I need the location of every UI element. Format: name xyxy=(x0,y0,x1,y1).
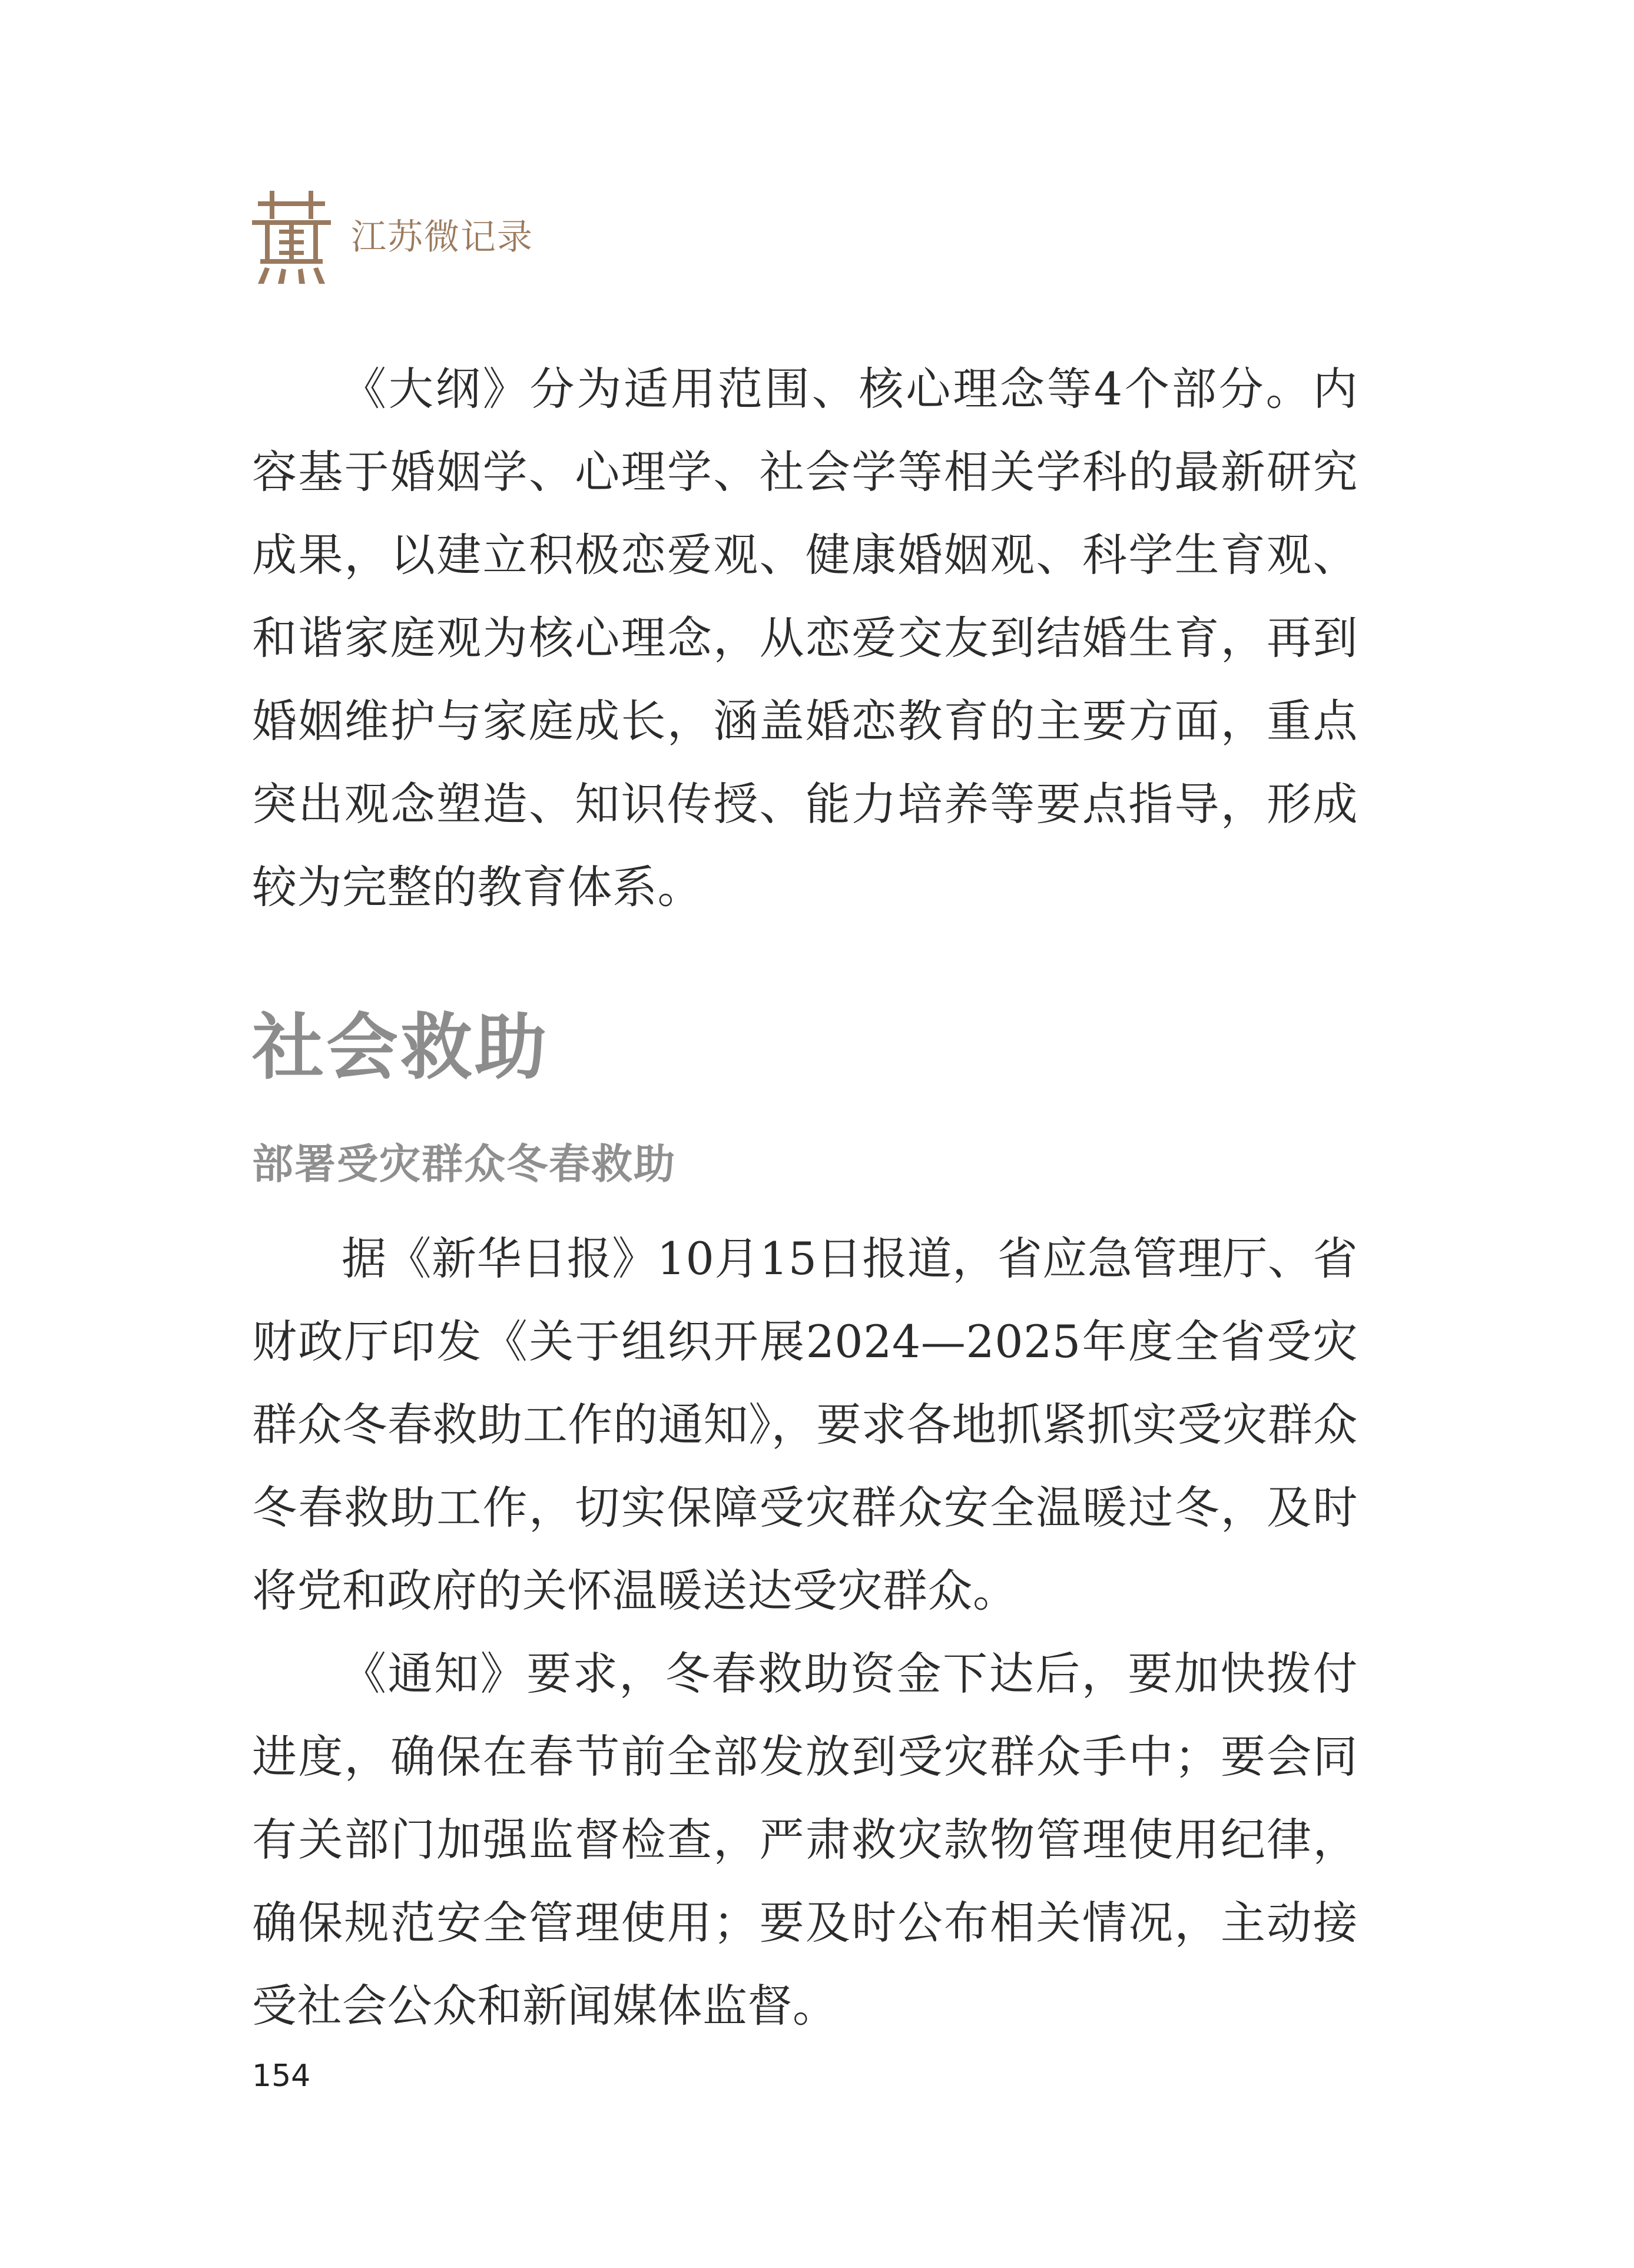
paragraph: 据《新华日报》10月15日报道，省应急管理厅、省财政厅印发《关于组织开展2024—2025年度全省受灾群众冬春救助工作的通知》，要求各地抓紧抓实受灾群众冬春救助工作，切实保障受灾群众安全温暖过冬，及时将党和政府的关怀温暖送达受灾群众。 xyxy=(252,1232,1358,1617)
jiangsu-seal-logo-icon xyxy=(252,191,331,284)
running-header xyxy=(252,187,533,287)
page-content xyxy=(252,347,1358,2047)
page-number: 154 xyxy=(252,2058,311,2094)
paragraph: 《通知》要求，冬春救助资金下达后，要加快拨付进度，确保在春节前全部发放到受灾群众手中；要会同有关部门加强监督检查，严肃救灾款物管理使用纪律，确保规范安全管理使用；要及时公布相关情况，主动接受社会公众和新闻媒体监督。 xyxy=(252,1647,1358,2032)
paragraph: 《大纲》分为适用范围、核心理念等4个部分。内容基于婚姻学、心理学、社会学等相关学科的最新研究成果，以建立积极恋爱观、健康婚姻观、科学生育观、和谐家庭观为核心理念，从恋爱交友到结婚生育，再到婚姻维护与家庭成长，涵盖婚恋教育的主要方面，重点突出观念塑造、知识传授、能力培养等要点指导，形成较为完整的教育体系。 xyxy=(252,363,1358,913)
book-title: 江苏微记录 xyxy=(351,217,533,258)
article-title: 部署受灾群众冬春救助 xyxy=(252,1139,676,1188)
section-heading: 社会救助 xyxy=(252,1006,549,1089)
